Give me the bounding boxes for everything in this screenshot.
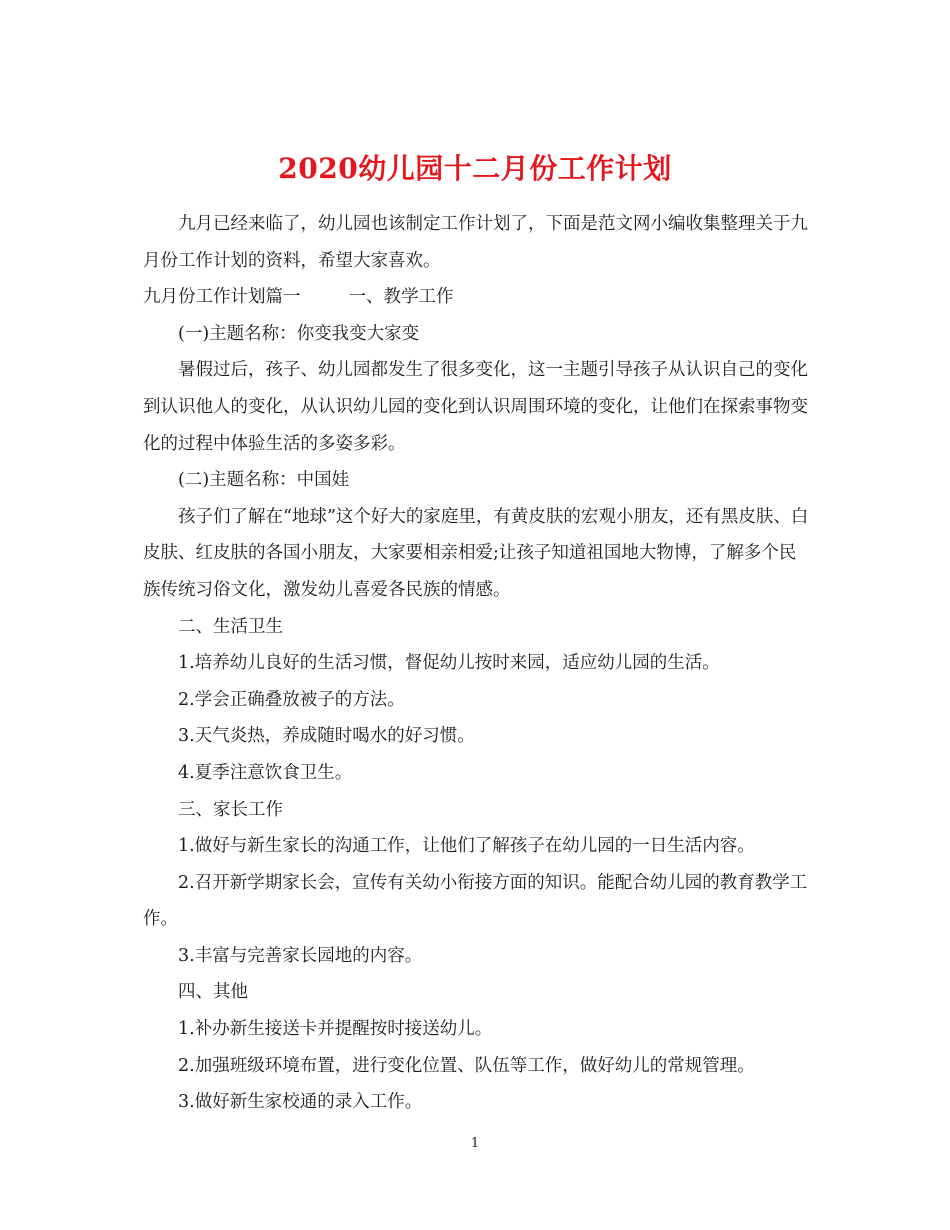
list-item: 3.天气炎热，养成随时喝水的好习惯。	[178, 726, 475, 747]
list-item: 1.做好与新生家长的沟通工作，让他们了解孩子在幼儿园的一日生活内容。	[178, 836, 755, 857]
section4-heading: 四、其他	[178, 982, 248, 1003]
list-item: 4.夏季注意饮食卫生。	[178, 762, 353, 783]
section2-heading: 二、生活卫生	[178, 616, 283, 637]
section-heading-line	[143, 279, 809, 316]
section-heading-teaching: 一、教学工作	[348, 287, 454, 308]
document-title: 2020幼儿园十二月份工作计划	[278, 151, 672, 185]
section3-heading: 三、家长工作	[178, 799, 283, 820]
intro-paragraph: 九月已经来临了，幼儿园也该制定工作计划了，下面是范文网小编收集整理关于九月份工作计划的资料，希望大家喜欢。	[143, 214, 808, 271]
theme2-title: (二)主题名称：中国娃	[178, 470, 350, 491]
list-item: 3.丰富与完善家长园地的内容。	[178, 945, 423, 966]
theme1-title: (一)主题名称：你变我变大家变	[178, 323, 420, 344]
theme2-body: 孩子们了解在“地球”这个好大的家庭里，有黄皮肤的宏观小朋友，还有黑皮肤、白皮肤、红皮肤的各国小朋友，大家要相亲相爱;让孩子知道祖国地大物博，了解多个民族传统习俗文化，激发幼儿喜爱各民族的情感。	[143, 506, 809, 600]
list-item: 2.加强班级环境布置，进行变化位置、队伍等工作，做好幼儿的常规管理。	[178, 1055, 755, 1076]
list-item: 2.召开新学期家长会，宣传有关幼小衔接方面的知识。能配合幼儿园的教育教学工作。	[143, 872, 808, 930]
section-label: 九月份工作计划篇一	[143, 287, 301, 308]
list-item: 1.补办新生接送卡并提醒按时接送幼儿。	[178, 1019, 493, 1040]
theme1-body: 暑假过后，孩子、幼儿园都发生了很多变化，这一主题引导孩子从认识自己的变化到认识他人的变化，从认识幼儿园的变化到认识周围环境的变化，让他们在探索事物变化的过程中体验生活的多姿多彩。	[143, 360, 808, 454]
list-item: 1.培养幼儿良好的生活习惯，督促幼儿按时来园，适应幼儿园的生活。	[178, 653, 720, 674]
list-item: 2.学会正确叠放被子的方法。	[178, 689, 405, 710]
page-number: 1	[470, 1136, 480, 1151]
list-item: 3.做好新生家校通的录入工作。	[178, 1092, 423, 1113]
document-body	[143, 206, 809, 1121]
